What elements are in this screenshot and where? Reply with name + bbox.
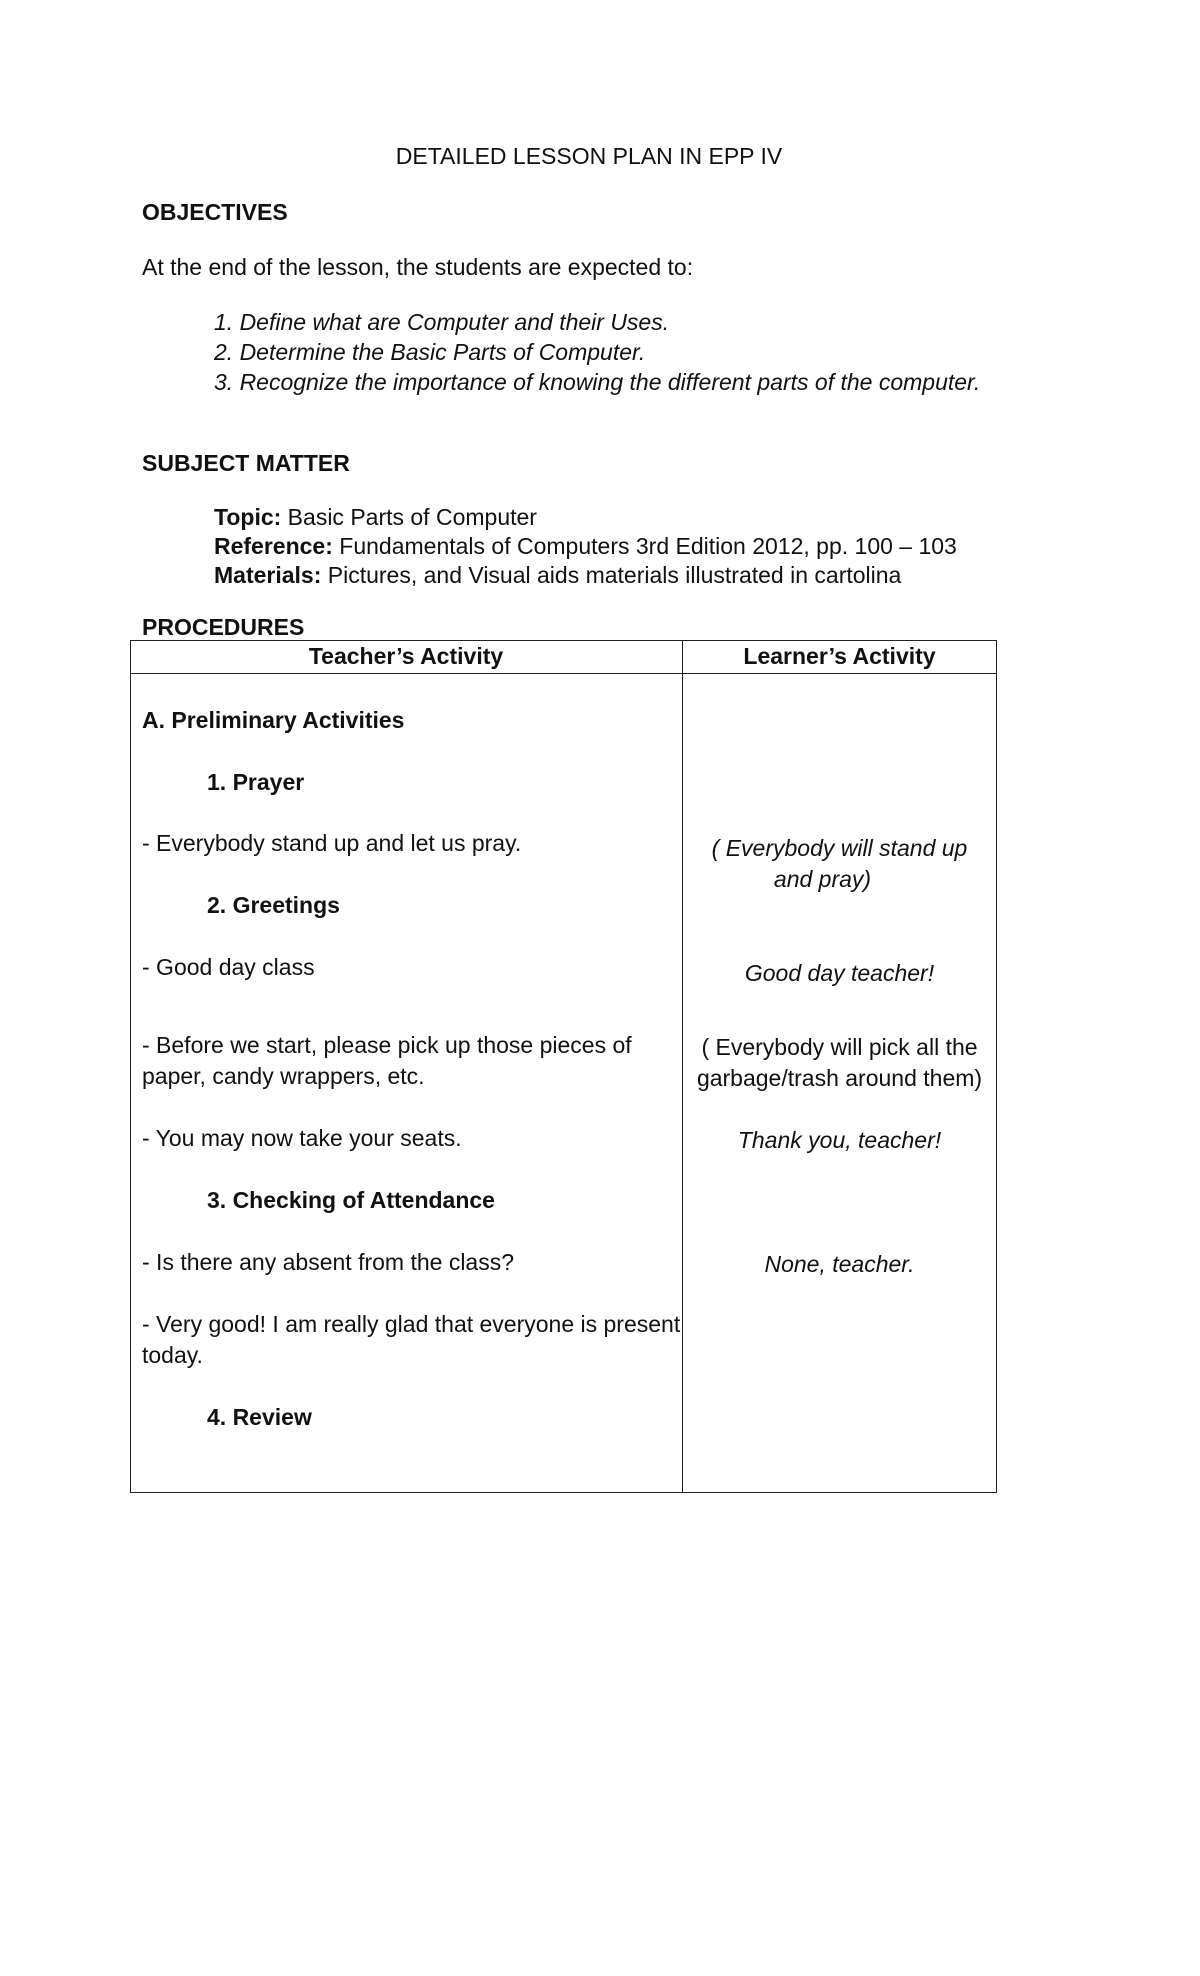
learner-pray-response-line-1: ( Everybody will stand up <box>711 835 968 861</box>
review-heading: 4. Review <box>207 1404 312 1430</box>
materials-value: Pictures, and Visual aids materials illustrated in cartolina <box>321 562 902 588</box>
table-header-divider <box>130 673 997 674</box>
topic-line <box>214 503 537 531</box>
attendance-heading: 3. Checking of Attendance <box>207 1187 495 1213</box>
reference-value: Fundamentals of Computers 3rd Edition 2012, pp. 100 – 103 <box>332 533 957 559</box>
attendance-question: - Is there any absent from the class? <box>142 1249 515 1275</box>
subject-matter-heading: SUBJECT MATTER <box>142 450 350 476</box>
learner-attendance-response: None, teacher. <box>764 1251 915 1277</box>
pickup-instruction-line-2: paper, candy wrappers, etc. <box>142 1063 425 1089</box>
seats-instruction: - You may now take your seats. <box>142 1125 462 1151</box>
learner-thanks-response: Thank you, teacher! <box>737 1127 942 1153</box>
reference-label: Reference: <box>214 533 333 559</box>
procedures-heading: PROCEDURES <box>142 614 305 640</box>
very-good-line-1: - Very good! I am really glad that everyone is present <box>142 1311 681 1337</box>
reference-line <box>214 532 957 560</box>
preliminary-activities-heading: A. Preliminary Activities <box>142 707 405 733</box>
pickup-instruction-line-1: - Before we start, please pick up those pieces of <box>142 1032 632 1058</box>
learner-pickup-response-line-2: garbage/trash around them) <box>696 1065 983 1091</box>
greetings-heading: 2. Greetings <box>207 892 340 918</box>
objective-item-3: 3. Recognize the importance of knowing the different parts of the computer. <box>214 369 981 395</box>
learner-pray-response-line-2: and pray) <box>773 866 872 892</box>
materials-line <box>214 561 901 589</box>
learner-pickup-response-line-1: ( Everybody will pick all the <box>701 1034 978 1060</box>
objectives-intro: At the end of the lesson, the students are expected to: <box>142 254 694 280</box>
greetings-instruction: - Good day class <box>142 954 315 980</box>
document-title: DETAILED LESSON PLAN IN EPP IV <box>395 143 783 169</box>
very-good-line-2: today. <box>142 1342 203 1368</box>
objectives-heading: OBJECTIVES <box>142 199 288 225</box>
teacher-activity-header: Teacher’s Activity <box>308 643 504 669</box>
materials-label: Materials: <box>214 562 322 588</box>
objective-item-1: 1. Define what are Computer and their Uses. <box>214 309 670 335</box>
topic-value: Basic Parts of Computer <box>281 504 537 530</box>
learner-activity-header: Learner’s Activity <box>743 643 936 669</box>
learner-greeting-response: Good day teacher! <box>744 960 935 986</box>
topic-label: Topic: <box>214 504 282 530</box>
prayer-instruction: - Everybody stand up and let us pray. <box>142 830 522 856</box>
objective-item-2: 2. Determine the Basic Parts of Computer. <box>214 339 646 365</box>
prayer-heading: 1. Prayer <box>207 769 305 795</box>
